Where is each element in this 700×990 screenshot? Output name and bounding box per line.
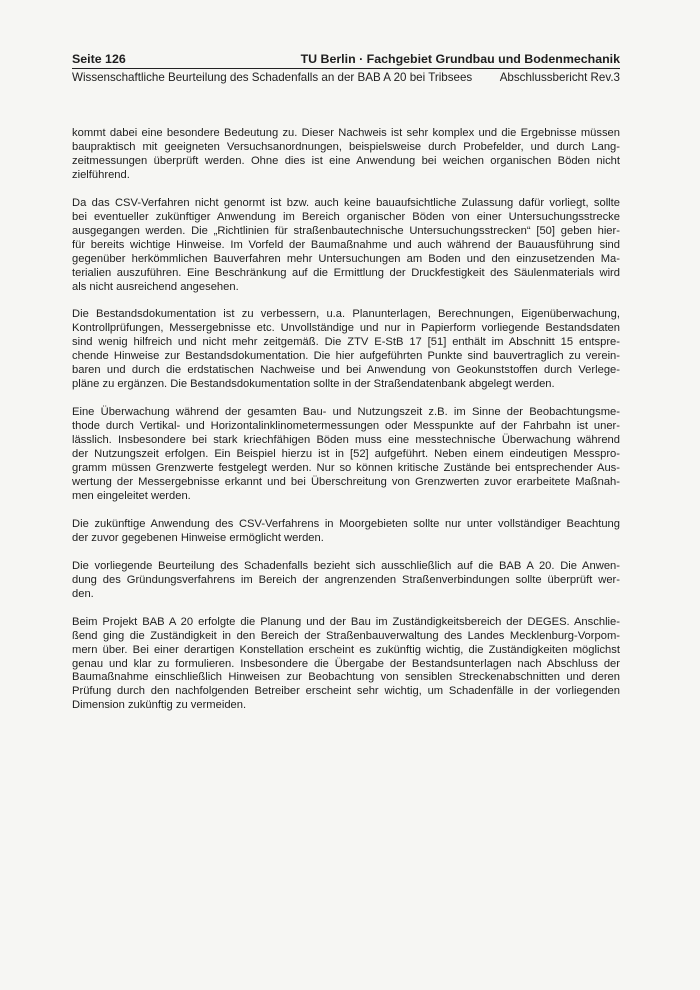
text-line: gegenüber herkömmlichen Bauverfahren mehr Untersuchungen am Boden und den einzusetzenden Ma- [72, 252, 620, 265]
text-line: Baumaßnahme einschließlich Hinweisen zur Beobachtung von sensiblen Streckenabschnitten und deren [72, 671, 620, 684]
text-line: Die vorliegende Beurteilung des Schadenfalls bezieht sich ausschließlich auf die BAB A 20. Die Anwen- [72, 559, 620, 572]
paragraph [72, 518, 620, 546]
text-line: pläne zu ergänzen. Die Bestandsdokumentation sollte in der Straßendatenbank abgelegt werden. [72, 378, 555, 391]
text-line: Prüfung durch den nachfolgenden Betreiber erscheint sehr wichtig, um Schadenfälle in der vorliegenden [72, 685, 620, 698]
text-line: lässlich. Insbesondere bei stark kriechfähigen Böden muss eine messtechnische Überwachung während [72, 434, 620, 447]
header-subtitle-row [72, 69, 620, 85]
text-line: thode durch Vertikal- und Horizontalinklinometermessungen oder Messpunkte auf der Fahrbahn ist uner- [72, 420, 620, 433]
paragraph [72, 406, 620, 504]
text-line: der zuvor gegebenen Hinweise ermöglicht werden. [72, 531, 324, 544]
text-line: genau und klar zu formulieren. Insbesondere die Übergabe der Bestandsunterlagen nach Abschluss der [72, 657, 620, 670]
text-line: wertung der Messergebnisse erkannt und bei Überschreitung von Grenzwerten zuvor erarbeitete Maßnah- [72, 475, 620, 488]
text-line: kommt dabei eine besondere Bedeutung zu. Dieser Nachweis ist sehr komplex und die Ergebnisse müssen [72, 127, 620, 139]
text-line: men eingeleitet werden. [72, 489, 191, 502]
text-line: terialien auszuführen. Eine Beschränkung auf die Ermittlung der Druckfestigkeit des Säulenmaterials wird [72, 266, 620, 279]
page-number: Seite 126 [72, 52, 126, 66]
text-line: Beim Projekt BAB A 20 erfolgte die Planung und der Bau im Zuständigkeitsbereich der DEGES. Anschlie- [72, 615, 620, 628]
text-line: Dimension zukünftig zu vermeiden. [72, 699, 247, 712]
page-header [72, 52, 620, 85]
text-line: chende Hinweise zur Bestandsdokumentation. Die hier aufgeführten Punkte sind bauvertraglich zu verein- [72, 350, 620, 363]
text-line: zielführend. [72, 168, 130, 181]
text-line: der Nutzungszeit erfolgen. Ein Beispiel hierzu ist in [52] aufgeführt. Neben einem eindeutigen Messpro- [72, 448, 620, 461]
header-top-row [72, 52, 620, 69]
text-line: Die Bestandsdokumentation ist zu verbessern, u.a. Planunterlagen, Berechnungen, Eigenüberwachung, [72, 308, 620, 321]
paragraph [72, 616, 620, 714]
paragraph [72, 560, 620, 602]
report-title: Wissenschaftliche Beurteilung des Schadenfalls an der BAB A 20 bei Tribsees [72, 71, 473, 84]
text-line: baupraktisch mit geeigneten Versuchsanordnungen, beispielsweise durch Probefelder, und durch Lang- [72, 140, 620, 153]
paragraph [72, 127, 620, 183]
text-line: als nicht ausreichend angesehen. [72, 280, 239, 293]
body-text [72, 127, 620, 727]
text-line: Kontrollprüfungen, Messergebnisse etc. Unvollständige und nur in Papierform vorliegende Bestandsdaten [72, 322, 620, 335]
text-line: bei eventueller zukünftiger Anwendung im Bereich organischer Böden von einer Untersuchungsstrecke [72, 210, 620, 223]
text-line: Da das CSV-Verfahren nicht genormt ist bzw. auch keine bauaufsichtliche Zulassung dafür vorliegt, sollte [72, 196, 620, 209]
text-line: mern über. Bei einer derartigen Konstellation erscheint es zukünftig wichtig, die Zuständigkeiten möglichst [72, 643, 620, 656]
text-line: Die zukünftige Anwendung des CSV-Verfahrens in Moorgebieten sollte nur unter vollständiger Beachtung [72, 517, 620, 530]
text-line: sind wenig hilfreich und nicht mehr zeitgemäß. Die ZTV E-StB 17 [51] enthält im Abschnitt 15 entspre- [72, 336, 620, 349]
text-line: baren und durch die erdstatischen Nachweise und bei Anwendung von Geokunststoffen durch Verlege- [72, 364, 620, 377]
text-line: ßend ging die Zuständigkeit in den Bereich der Straßenbauverwaltung des Landes Mecklenburg-Vorpom- [72, 629, 620, 642]
text-line: ausgegangen werden. Die „Richtlinien für straßenbautechnische Untersuchungsstrecken“ [50] geben hier- [72, 224, 620, 237]
text-line: den. [72, 587, 94, 600]
paragraph [72, 308, 620, 392]
report-version: Abschlussbericht Rev.3 [499, 71, 620, 84]
text-line: dung des Gründungsverfahrens im Bereich der angrenzenden Straßenverbindungen sollte überprüft wer- [72, 573, 620, 586]
text-line: zeitmessungen überprüft werden. Ohne dies ist eine Anwendung bei weichen organischen Böden nicht [72, 154, 620, 167]
institution-name: TU Berlin · Fachgebiet Grundbau und Bodenmechanik [300, 52, 620, 66]
text-line: gramm müssen Grenzwerte festgelegt werden. Nur so können kritische Zustände bei entsprechender Aus- [72, 462, 620, 475]
paragraph [72, 197, 620, 295]
text-line: Eine Überwachung während der gesamten Bau- und Nutzungszeit z.B. im Sinne der Beobachtungsme- [72, 406, 620, 419]
text-line: für bereits wichtige Hinweise. Im Vorfeld der Baumaßnahme und auch während der Bauausführung sind [72, 238, 620, 251]
